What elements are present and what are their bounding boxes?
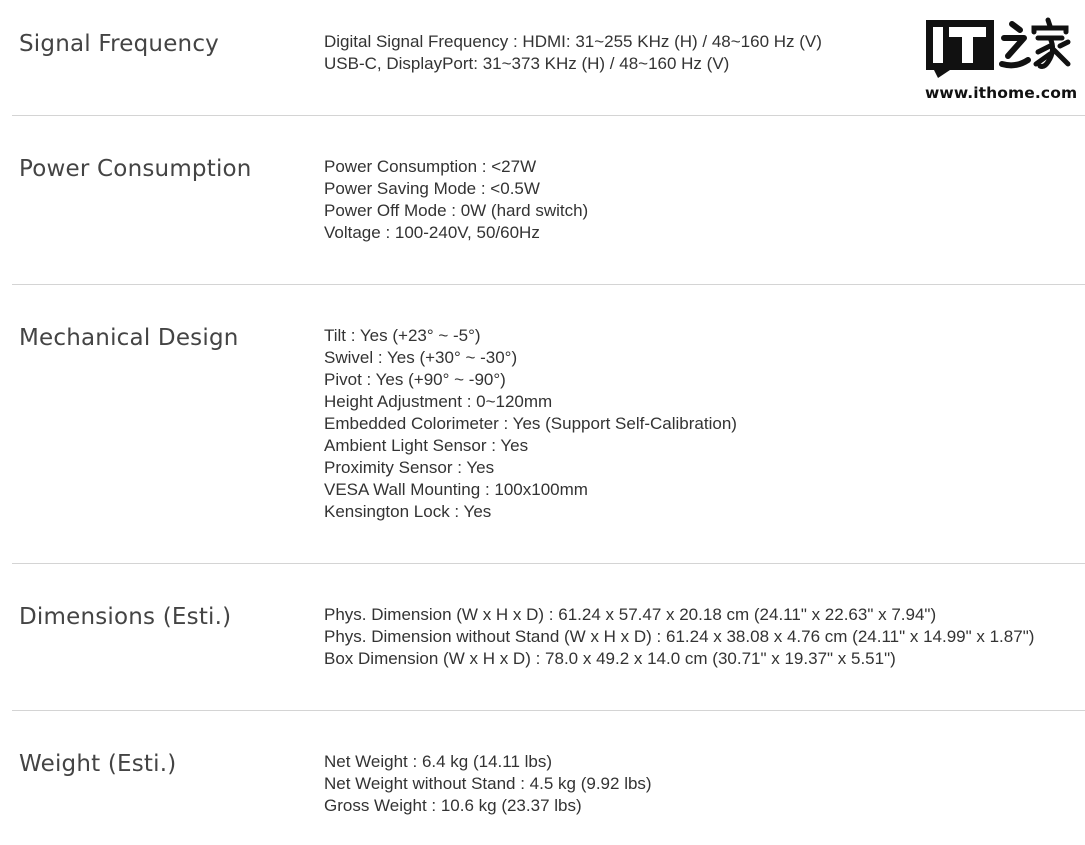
section-divider [12,563,1085,564]
spec-line: Ambient Light Sensor : Yes [324,436,529,455]
spec-line: VESA Wall Mounting : 100x100mm [324,480,588,499]
section-title: Mechanical Design [19,325,239,351]
spec-list [324,156,588,244]
spec-line: Voltage : 100-240V, 50/60Hz [324,223,540,242]
ithome-watermark [924,16,1078,104]
spec-list [324,31,822,75]
spec-line: Gross Weight : 10.6 kg (23.37 lbs) [324,796,582,815]
spec-line: Proximity Sensor : Yes [324,458,495,477]
spec-list [324,604,1034,670]
spec-list [324,325,737,523]
spec-line: Net Weight without Stand : 4.5 kg (9.92 lbs) [324,774,652,793]
spec-line: Embedded Colorimeter : Yes (Support Self-Calibration) [324,414,737,433]
section-title: Signal Frequency [19,31,219,57]
section-divider [12,284,1085,285]
ithome-logo-icon [924,16,1072,82]
spec-list [324,751,652,817]
spec-line: Height Adjustment : 0~120mm [324,392,553,411]
spec-line: Power Consumption : <27W [324,157,537,176]
spec-line: Power Off Mode : 0W (hard switch) [324,201,589,220]
section-divider [12,115,1085,116]
spec-line: Net Weight : 6.4 kg (14.11 lbs) [324,752,553,771]
spec-line: Kensington Lock : Yes [324,502,492,521]
spec-line: USB-C, DisplayPort: 31~373 KHz (H) / 48~160 Hz (V) [324,54,730,73]
section-title: Weight (Esti.) [19,751,177,777]
spec-line: Digital Signal Frequency : HDMI: 31~255 KHz (H) / 48~160 Hz (V) [324,32,822,51]
section-title: Power Consumption [19,156,252,182]
watermark-url: www.ithome.com [925,84,1078,102]
spec-line: Power Saving Mode : <0.5W [324,179,540,198]
spec-line: Phys. Dimension without Stand (W x H x D) : 61.24 x 38.08 x 4.76 cm (24.11" x 14.99" x 1.87") [324,627,1035,646]
spec-line: Swivel : Yes (+30° ~ -30°) [324,348,518,367]
spec-line: Tilt : Yes (+23° ~ -5°) [324,326,481,345]
section-divider [12,710,1085,711]
spec-line: Box Dimension (W x H x D) : 78.0 x 49.2 x 14.0 cm (30.71" x 19.37" x 5.51") [324,649,896,668]
section-title: Dimensions (Esti.) [19,604,232,630]
spec-line: Pivot : Yes (+90° ~ -90°) [324,370,506,389]
spec-line: Phys. Dimension (W x H x D) : 61.24 x 57.47 x 20.18 cm (24.11" x 22.63" x 7.94") [324,605,937,624]
